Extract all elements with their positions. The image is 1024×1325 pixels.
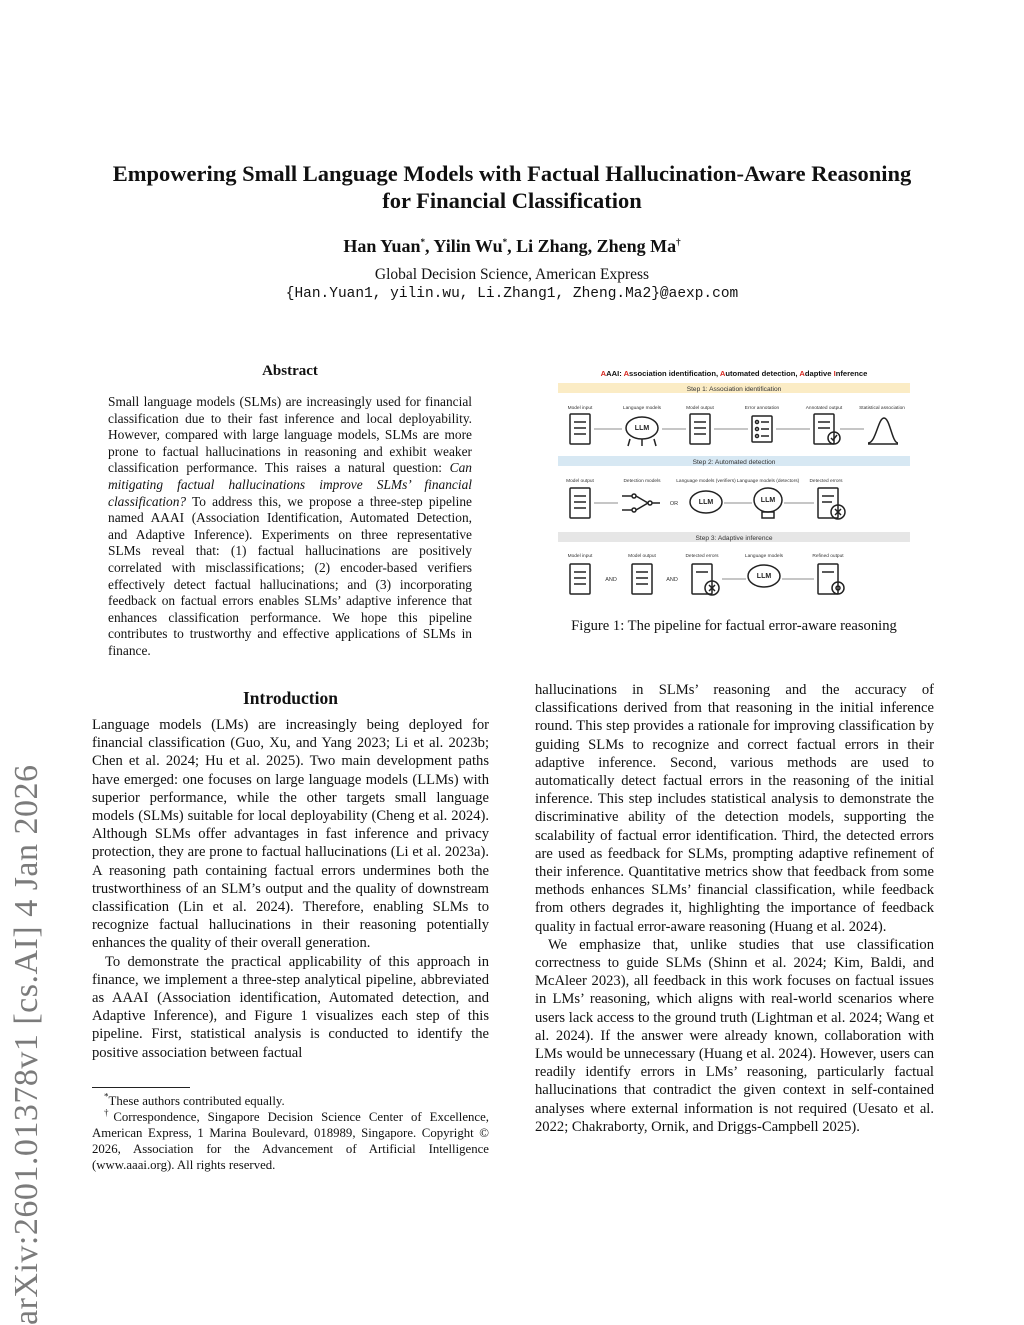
- paragraph: Language models (LMs) are increasingly being deployed for financial classification (Guo, Xu, and Yang 2023; Li et al. 2023b; Chen et al. 2024; Hu et al. 2025). Two main development paths have emerged: one focuses on large language models (LLMs) with superior performance, while the other targets small language models (SLMs) suitable for local deployability (Cheng et al. 2024). Although SLMs offer advantages in fast inference and privacy protection, they are prone to factual hallucinations (Li et al. 2023a). A reasoning path containing factual errors undermines both the trustworthiness of an SLM’s output and the quality of downstream classification (Lin et al. 2024). Therefore, enabling SLMs to recognize factual hallucinations in their reasoning potentially enhances the quality of their overall generation.: [92, 717, 489, 952]
- document-icon: [570, 564, 590, 594]
- document-icon: [632, 564, 652, 594]
- row2-label: Detection models: [623, 479, 661, 484]
- paragraph: To demonstrate the practical applicability of this approach in finance, we implement a three-step analytical pipeline, abbreviated as AAAI (Association identification, Automated detection, and Adaptive Inference), and Figure 1 visualizes each step of this pipeline. First, statistical analysis is conducted to identify the positive association between factual: [92, 953, 489, 1061]
- error-document-icon: [692, 564, 719, 595]
- abstract-heading: Abstract: [262, 363, 318, 379]
- error-document-icon: [818, 488, 845, 519]
- arxiv-side-label: arXiv:2601.01378v1 [cs.AI] 4 Jan 2026: [8, 764, 45, 1325]
- and-operator: AND: [605, 577, 617, 583]
- row2-label: Language models (detectors): [736, 479, 800, 484]
- document-icon: [570, 488, 590, 518]
- row2-label: Language models (verifiers): [676, 479, 736, 484]
- paragraph: hallucinations in SLMs’ reasoning and the accuracy of classifications derived from that reasoning in the initial inference round. This step provides a rationale for improving classification by guiding SLMs to recognize and correct factual errors in their adaptive inference. Second, various methods are used to automatically detect factual errors in the reasoning of the initial inference. This step includes statistical analysis to demonstrate the discriminative ability of the detection models, supporting the scalability of factual error identification. Third, the detected errors are used as feedback for SLMs, prompting adaptive refinement of their inference. Quantitative metrics show that feedback from some methods enhances SLMs’ financial classification, while feedback from others degrades it, highlighting the importance of feedback quality in factual error-aware reasoning (Huang et al. 2024).: [535, 682, 934, 935]
- document-icon: [570, 414, 590, 444]
- affiliation: Global Decision Science, American Express: [374, 266, 650, 283]
- paragraph: We emphasize that, unlike studies that use classification correctness to guide SLMs (Shinn et al. 2024; Kim, Baldi, and McAleer 2023), all feedback in this work focuses on factual issues in LMs’ reasoning, which aligns with real-world scenarios where users lack access to the ground truth (Lightman et al. 2024; Wang et al. 2024). If the answer were already known, collaboration with LMs would be unnecessary (Huang et al. 2024). However, users can readily identify errors in LMs’ reasoning, particularly factual hallucinations that contradict the given context in self-contained analyses where external information is not required (Uesato et al. 2022; Chakraborty, Ornik, and Driggs-Campbell 2025).: [535, 936, 934, 1135]
- author-name: Zheng Ma: [596, 236, 677, 256]
- row1-label: Model input: [567, 406, 593, 411]
- figure-1-pipeline: [556, 366, 912, 601]
- section-heading-introduction: Introduction: [243, 688, 338, 708]
- abstract-body: Small language models (SLMs) are increasingly used for financial classification due to their fast inference and local deployability. However, compared with large language models, SLMs are more prone to factual hallucinations in reasoning and exhibit weaker classification performance. This raises a natural question: Can mitigating factual hallucinations improve SLMs’ financial classification? To address this, we propose a three-step pipeline named AAAI (Association Identification, Automated Detection, and Adaptive Inference). Experiments on three representative SLMs reveal that: (1) factual hallucinations are positively correlated with misclassifications; (2) encoder-based verifiers effectively detect factual hallucinations; and (3) incorporating feedback on factual errors enables SLMs’ adaptive inference that enhances classification performance. We hope this pipeline contributes to trustworthy and effective applications of SLMs in finance.: [108, 394, 472, 658]
- refined-document-icon: [818, 564, 844, 594]
- row1-label: Model output: [686, 406, 714, 411]
- figure-header: AAAI: Association identification, Automated detection, Adaptive Inference: [600, 369, 868, 378]
- or-operator: OR: [669, 501, 679, 507]
- row3-label: Detected errors: [685, 554, 719, 559]
- llm-label: LLM: [698, 499, 714, 506]
- research-question: Can mitigating factual hallucinations improve SLMs’ financial classification?: [108, 460, 472, 509]
- step-2-label: Step 2: Automated detection: [692, 459, 776, 466]
- author-name: Yilin Wu: [433, 236, 503, 256]
- llm-label: LLM: [756, 573, 772, 580]
- intro-left-column: [92, 716, 489, 1062]
- step-1-label: Step 1: Association identification: [686, 386, 782, 393]
- step-3-label: Step 3: Adaptive inference: [695, 535, 773, 542]
- figure-1-caption: Figure 1: The pipeline for factual error-aware reasoning: [571, 618, 897, 634]
- row3-label: Model input: [567, 554, 593, 559]
- document-icon: [690, 414, 710, 444]
- row3-label: Model output: [628, 554, 656, 559]
- author-name: Han Yuan: [343, 236, 421, 256]
- author-emails: {Han.Yuan1, yilin.wu, Li.Zhang1, Zheng.Ma2}@aexp.com: [285, 286, 739, 302]
- and-operator: AND: [666, 577, 678, 583]
- annotation-icon: [752, 416, 772, 442]
- llm-label: LLM: [634, 425, 650, 432]
- intro-right-column: [535, 681, 934, 1136]
- checklist-icon: [814, 414, 840, 444]
- row1-label: Error annotation: [744, 406, 780, 411]
- row2-label: Detected errors: [809, 479, 843, 484]
- row1-label: Language models: [622, 406, 662, 411]
- row2-label: Model output: [566, 479, 594, 484]
- row3-label: Language models: [744, 554, 784, 559]
- row3-label: Refined output: [812, 554, 844, 559]
- author-list: Han Yuan*, Yilin Wu*, Li Zhang, Zheng Ma†: [343, 236, 681, 256]
- footnote-divider: [92, 1087, 190, 1088]
- footnotes: *These authors contributed equally. †Correspondence, Singapore Decision Science Center of Excellence, American Express, 1 Marina Boulevard, 018989, Singapore. Copyright © 2026, Association for the Advancement of Artificial Intelligence (www.aaai.org). All rights reserved.: [92, 1091, 489, 1172]
- author-name: Li Zhang: [516, 236, 588, 256]
- row1-label: Annotated output: [805, 406, 843, 411]
- distribution-chart-icon: [868, 418, 898, 444]
- network-icon: [622, 494, 660, 512]
- paper-title: Empowering Small Language Models with Factual Hallucination-Aware Reasoning for Financial Classification: [112, 161, 912, 213]
- llm-label: LLM: [760, 497, 776, 504]
- row1-label: Statistical association: [859, 406, 905, 411]
